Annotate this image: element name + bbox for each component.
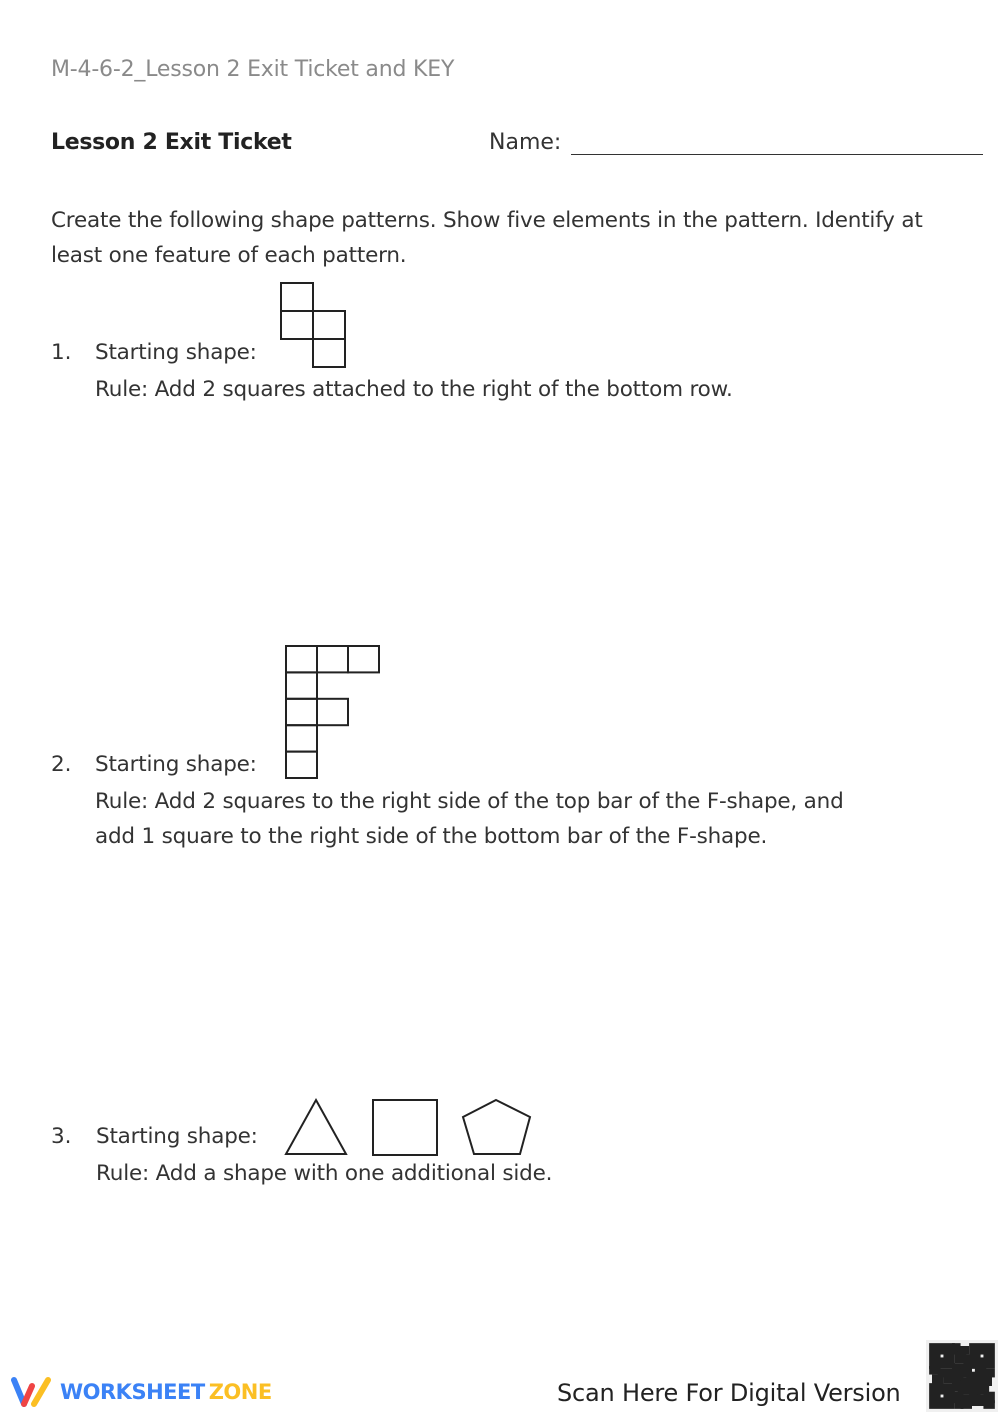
scan-text: Scan Here For Digital Version: [557, 1379, 901, 1407]
instructions: Create the following shape patterns. Show five elements in the pattern. Identify at least one feature of each pattern.: [51, 208, 923, 268]
question-2-rule-line2: add 1 square to the right side of the bottom bar of the F-shape.: [95, 824, 768, 849]
qr-code-icon[interactable]: [926, 1340, 998, 1412]
name-label: Name:: [489, 130, 562, 155]
question-3-prompt: Starting shape:: [96, 1124, 258, 1149]
pentagon-icon: [462, 1099, 532, 1156]
question-1-number: 1.: [51, 340, 72, 365]
question-1-rule: Rule: Add 2 squares attached to the right of the bottom row.: [95, 377, 733, 402]
square-icon: [372, 1099, 438, 1156]
logo-text-zone: ZONE: [208, 1380, 272, 1404]
name-field-line[interactable]: [571, 154, 983, 155]
stepped-squares-icon: [281, 283, 345, 367]
question-3-rule: Rule: Add a shape with one additional side.: [96, 1161, 553, 1186]
question-2-prompt: Starting shape:: [95, 752, 257, 777]
question-2-number: 2.: [51, 752, 72, 777]
logo-text-worksheet: WORKSHEET: [60, 1380, 205, 1404]
question-2-rule-line1: Rule: Add 2 squares to the right side of the top bar of the F-shape, and: [95, 789, 844, 814]
document-code: M-4-6-2_Lesson 2 Exit Ticket and KEY: [51, 57, 455, 82]
page-title: Lesson 2 Exit Ticket: [51, 130, 292, 155]
question-3-number: 3.: [51, 1124, 72, 1149]
triangle-icon: [285, 1099, 347, 1156]
question-1-prompt: Starting shape:: [95, 340, 257, 365]
worksheetzone-logo[interactable]: [10, 1376, 272, 1408]
f-shape-squares-icon: [286, 646, 380, 778]
logo-mark-icon: [10, 1376, 52, 1408]
